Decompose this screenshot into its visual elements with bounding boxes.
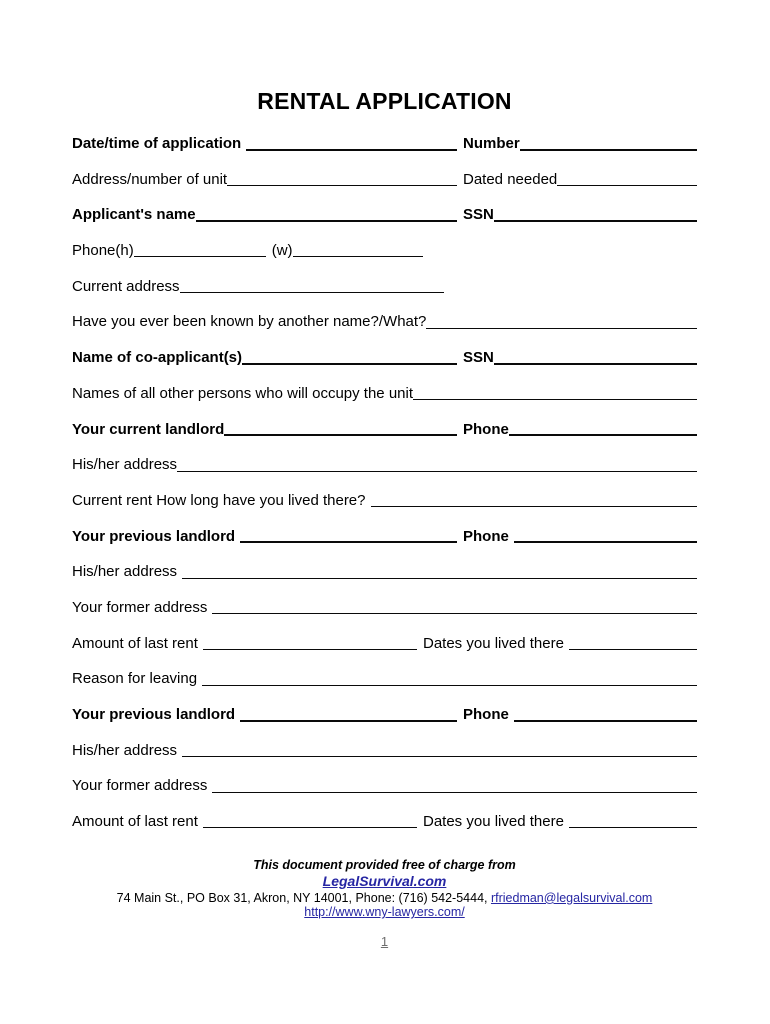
field-row-reason-leaving: [72, 661, 697, 697]
blank-line: [196, 197, 457, 222]
field-label: (w): [271, 242, 293, 260]
field-row-applicant-name: [72, 197, 697, 233]
form-fields: [72, 126, 697, 840]
blank-line: [134, 233, 266, 257]
blank-line: [557, 162, 697, 186]
field-label: Dates you lived there: [423, 634, 564, 652]
field-row-date-time: [72, 126, 697, 162]
website-link[interactable]: http://www.wny-lawyers.com/: [304, 905, 465, 920]
blank-line: [242, 340, 457, 365]
field-label: Phone: [463, 527, 509, 545]
field-label: His/her address: [72, 563, 178, 581]
blank-line: [426, 304, 697, 328]
blank-line: [212, 590, 697, 614]
footer-address-text: 74 Main St., PO Box 31, Akron, NY 14001, Phone: (716) 542-5444,: [116, 890, 491, 905]
field-row-last-rent-1: [72, 626, 697, 662]
blank-line: [182, 733, 697, 757]
blank-line: [569, 804, 697, 828]
field-row-last-rent-2: [72, 804, 697, 840]
blank-line: [494, 197, 697, 222]
field-row-phone: [72, 233, 697, 269]
blank-line: [246, 126, 457, 151]
field-label: Your current landlord: [72, 420, 225, 438]
field-label: Your previous landlord: [72, 527, 236, 545]
blank-line: [371, 483, 698, 507]
field-row-previous-landlord-1: [72, 519, 697, 555]
field-label: Current rent How long have you lived there?: [72, 491, 366, 509]
field-label: Phone(h): [72, 242, 134, 260]
field-row-current-landlord: [72, 412, 697, 448]
field-label: Dated needed: [463, 170, 558, 188]
field-label: Have you ever been known by another name?/What?: [72, 313, 427, 331]
field-row-former-address-1: [72, 590, 697, 626]
page-number: 1: [380, 933, 389, 949]
blank-line: [227, 162, 457, 186]
blank-line: [413, 376, 697, 400]
field-row-current-rent: [72, 483, 697, 519]
field-label: Number: [463, 135, 520, 152]
field-label: Current address: [72, 277, 180, 295]
field-row-prev2-address: [72, 733, 697, 769]
blank-line: [177, 447, 697, 471]
field-label: Your previous landlord: [72, 706, 236, 723]
field-label: Reason for leaving: [72, 670, 198, 688]
blank-line: [180, 269, 444, 293]
blank-line: [494, 340, 697, 365]
field-label: Dates you lived there: [423, 813, 564, 831]
field-row-other-name: [72, 304, 697, 340]
blank-line: [203, 626, 417, 650]
blank-line: [240, 519, 457, 544]
field-row-address-unit: [72, 162, 697, 198]
blank-line: [514, 697, 697, 722]
email-link[interactable]: rfriedman@legalsurvival.com: [490, 890, 653, 905]
field-label: Applicant's name: [72, 206, 196, 224]
field-label: Date/time of application: [72, 135, 242, 152]
field-label: Your former address: [72, 598, 208, 616]
blank-line: [293, 233, 423, 257]
blank-line: [520, 126, 697, 151]
legalsurvival-link[interactable]: LegalSurvival.com: [322, 872, 447, 889]
blank-line: [212, 768, 697, 792]
field-label: Your former address: [72, 777, 208, 795]
field-label: Phone: [463, 420, 509, 438]
field-row-landlord-address: [72, 447, 697, 483]
footer-address: [72, 891, 697, 906]
blank-line: [240, 697, 457, 722]
field-label: Name of co-applicant(s): [72, 349, 243, 367]
field-row-occupants: [72, 376, 697, 412]
field-label: Names of all other persons who will occupy the unit: [72, 384, 414, 402]
blank-line: [202, 661, 697, 685]
blank-line: [509, 412, 697, 437]
field-row-current-address: [72, 269, 697, 305]
field-row-previous-landlord-2: [72, 697, 697, 733]
field-label: SSN: [463, 206, 494, 224]
blank-line: [224, 412, 457, 437]
field-label: His/her address: [72, 456, 178, 474]
blank-line: [514, 519, 697, 544]
field-label: His/her address: [72, 741, 178, 759]
page-title: RENTAL APPLICATION: [257, 88, 512, 114]
field-row-former-address-2: [72, 768, 697, 804]
blank-line: [569, 626, 697, 650]
field-row-co-applicant: [72, 340, 697, 376]
field-label: Phone: [463, 706, 509, 723]
field-label: SSN: [463, 349, 494, 367]
document-footer: [72, 857, 697, 950]
field-row-prev1-address: [72, 554, 697, 590]
footer-note: This document provided free of charge from: [253, 857, 516, 872]
field-label: Address/number of unit: [72, 170, 228, 188]
field-label: Amount of last rent: [72, 634, 198, 652]
field-label: Amount of last rent: [72, 813, 198, 831]
blank-line: [182, 554, 697, 578]
blank-line: [203, 804, 417, 828]
